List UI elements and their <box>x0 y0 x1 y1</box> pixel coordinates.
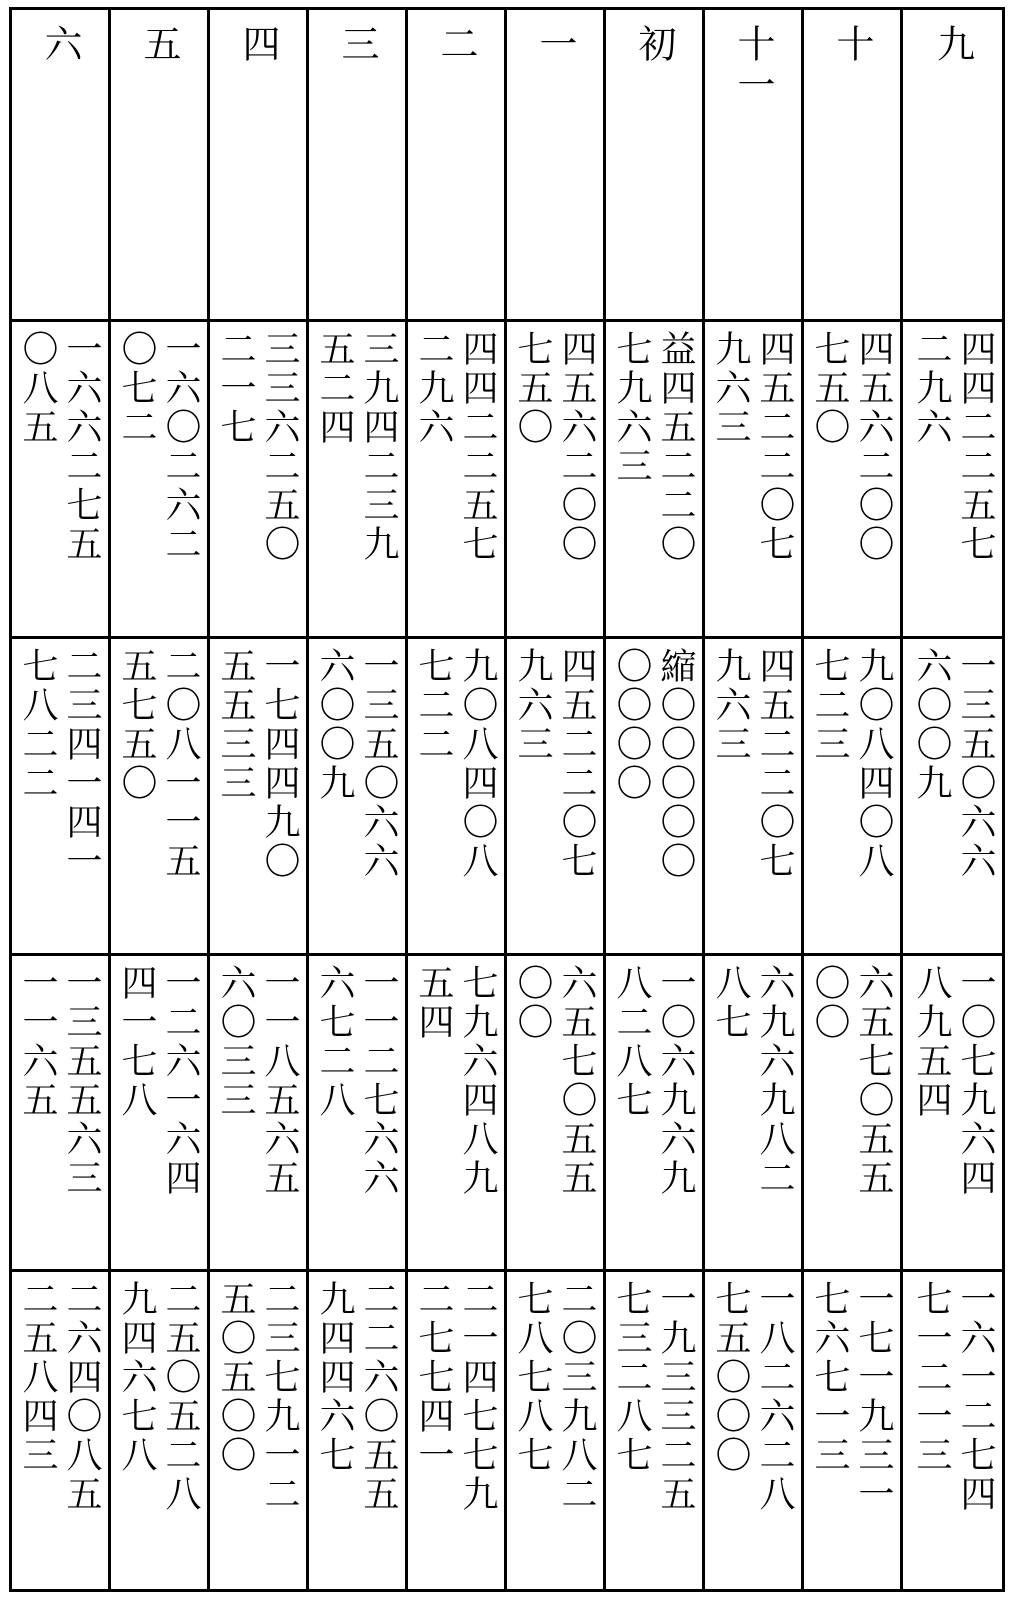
numeral-column: 四 <box>236 24 280 65</box>
table-cell <box>210 322 309 639</box>
table-cell <box>309 956 408 1273</box>
numeral-column: 三 <box>335 24 379 65</box>
table-cell <box>408 1272 507 1589</box>
numeral-column: 二〇三九八二 <box>556 1280 597 1515</box>
numeral-column: 七二三 <box>809 646 850 764</box>
numeral-column: 九六三 <box>710 330 751 447</box>
table-cell <box>705 956 804 1273</box>
numeral-column: 六五七〇五五 <box>853 963 894 1198</box>
numeral-column: 一六〇二六二 <box>160 330 201 564</box>
numeral-column: 八七 <box>710 963 751 1042</box>
table-cell <box>507 1272 606 1589</box>
table-cell <box>111 956 210 1273</box>
numeral-column: 九〇八四〇八 <box>853 646 894 881</box>
numeral-column: 七五〇 <box>512 330 553 447</box>
numeral-column: 縮〇〇〇〇〇 <box>655 646 696 881</box>
table-cell <box>408 956 507 1273</box>
numeral-column: 五 <box>137 24 181 65</box>
table-cell <box>903 956 1002 1273</box>
header-cell <box>507 10 606 322</box>
numeral-column: 五四 <box>413 963 454 1042</box>
table-cell <box>903 322 1002 639</box>
numeral-column: 九〇八四〇八 <box>457 646 498 881</box>
numeral-column: 二三四一四一 <box>61 646 102 881</box>
numeral-column: 四五二二〇七 <box>556 646 597 881</box>
numeral-column: 六 <box>38 24 82 65</box>
table-cell <box>408 639 507 956</box>
table-cell <box>606 956 705 1273</box>
table-cell <box>309 639 408 956</box>
numeral-column: 〇〇〇〇 <box>611 646 652 803</box>
table-cell <box>12 956 111 1273</box>
numeral-column: 八九五四 <box>911 963 952 1120</box>
numeral-column: 一三五〇六六 <box>358 646 399 881</box>
numeral-column: 一〇七九六四 <box>955 963 996 1198</box>
header-cell <box>111 10 210 322</box>
ephemeris-table <box>9 7 1005 1592</box>
numeral-column: 一七四四九〇 <box>259 646 300 881</box>
numeral-column: 九六三 <box>710 646 751 764</box>
table-cell <box>309 322 408 639</box>
numeral-column: 七八七八七 <box>512 1280 553 1476</box>
table-cell <box>903 639 1002 956</box>
numeral-column: 四四二二五七 <box>955 330 996 564</box>
numeral-column: 七八二二 <box>17 646 58 803</box>
table-cell <box>210 1272 309 1589</box>
table-cell <box>606 639 705 956</box>
numeral-column: 一一八五六五 <box>259 963 300 1198</box>
numeral-column: 一六六二七五 <box>61 330 102 564</box>
numeral-column: 六九六九八二 <box>754 963 795 1198</box>
numeral-column: 四五六二〇〇 <box>556 330 597 564</box>
numeral-column: 四四二二五七 <box>457 330 498 564</box>
table-cell <box>903 1272 1002 1589</box>
numeral-column: 四五二二〇七 <box>754 646 795 881</box>
header-cell <box>210 10 309 322</box>
numeral-column: 一一二七六六 <box>358 963 399 1198</box>
numeral-column: 三九四二三九 <box>358 330 399 564</box>
numeral-column: 〇七二 <box>116 330 157 447</box>
table-cell <box>309 1272 408 1589</box>
numeral-column: 四五六二〇〇 <box>853 330 894 564</box>
numeral-column: 八二八七 <box>611 963 652 1120</box>
numeral-column: 二一七 <box>215 330 256 447</box>
numeral-column: 一七一九三一 <box>853 1280 894 1515</box>
numeral-column: 益四五二二〇 <box>655 330 696 564</box>
header-cell <box>804 10 903 322</box>
table-cell <box>12 322 111 639</box>
numeral-column: 十一 <box>731 24 775 106</box>
numeral-column: 九 <box>930 24 975 65</box>
table-cell <box>705 1272 804 1589</box>
numeral-column: 九四四六七 <box>314 1280 355 1476</box>
numeral-column: 七五〇 <box>809 330 850 447</box>
table-cell <box>408 322 507 639</box>
table-cell <box>804 639 903 956</box>
numeral-column: 一〇六九六九 <box>655 963 696 1198</box>
numeral-column: 七九六四八九 <box>457 963 498 1198</box>
numeral-column: 二一四七七九 <box>457 1280 498 1515</box>
table-cell <box>111 1272 210 1589</box>
numeral-column: 〇〇 <box>512 963 553 1042</box>
numeral-column: 二九六 <box>413 330 454 447</box>
numeral-column: 六〇三三 <box>215 963 256 1120</box>
numeral-column: 六〇〇九 <box>314 646 355 803</box>
numeral-column: 七三二八七 <box>611 1280 652 1476</box>
numeral-column: 二 <box>434 24 478 65</box>
numeral-column: 七五〇〇〇 <box>710 1280 751 1476</box>
header-cell <box>903 10 1002 322</box>
header-cell <box>606 10 705 322</box>
numeral-column: 九六三 <box>512 646 553 764</box>
numeral-column: 二五〇五二八 <box>160 1280 201 1515</box>
numeral-column: 七一二一三 <box>911 1280 952 1476</box>
numeral-column: 二五八四三 <box>17 1280 58 1476</box>
table-cell <box>12 1272 111 1589</box>
numeral-column: 〇八五 <box>17 330 58 447</box>
numeral-column: 一六一二七四 <box>955 1280 996 1515</box>
numeral-column: 四五二二〇七 <box>754 330 795 564</box>
table-cell <box>507 322 606 639</box>
header-cell <box>705 10 804 322</box>
numeral-column: 二三七九一二 <box>259 1280 300 1515</box>
numeral-column: 三三六二五〇 <box>259 330 300 564</box>
numeral-column: 六五七〇五五 <box>556 963 597 1198</box>
header-cell <box>309 10 408 322</box>
numeral-column: 二九六 <box>911 330 952 447</box>
numeral-column: 一八二六二八 <box>754 1280 795 1515</box>
table-cell <box>705 322 804 639</box>
numeral-column: 一三五五六三 <box>61 963 102 1198</box>
numeral-column: 二七七四一 <box>413 1280 454 1476</box>
table-cell <box>804 1272 903 1589</box>
numeral-column: 五〇五〇〇 <box>215 1280 256 1476</box>
numeral-column: 初 <box>632 24 676 65</box>
table-cell <box>210 639 309 956</box>
table-cell <box>606 322 705 639</box>
table-cell <box>111 322 210 639</box>
table-cell <box>705 639 804 956</box>
numeral-column: 一二六一六四 <box>160 963 201 1198</box>
numeral-column: 二二六〇五五 <box>358 1280 399 1515</box>
table-cell <box>507 956 606 1273</box>
numeral-column: 七九六三 <box>611 330 652 486</box>
numeral-column: 十 <box>830 24 874 65</box>
numeral-column: 六七二八 <box>314 963 355 1120</box>
table-cell <box>111 639 210 956</box>
numeral-column: 四一七八 <box>116 963 157 1120</box>
numeral-column: 七六七一三 <box>809 1280 850 1476</box>
table-cell <box>507 639 606 956</box>
numeral-column: 一三五〇六六 <box>955 646 996 881</box>
table-cell <box>210 956 309 1273</box>
table-cell <box>606 1272 705 1589</box>
numeral-column: 五五三三 <box>215 646 256 803</box>
numeral-column: 一 <box>533 24 577 65</box>
numeral-column: 六〇〇九 <box>911 646 952 803</box>
header-cell <box>408 10 507 322</box>
numeral-column: 九四六七八 <box>116 1280 157 1476</box>
table-cell <box>12 639 111 956</box>
numeral-column: 二六四〇八五 <box>61 1280 102 1515</box>
numeral-column: 二〇八一一五 <box>160 646 201 881</box>
numeral-column: 七二二 <box>413 646 454 764</box>
numeral-column: 〇〇 <box>809 963 850 1042</box>
numeral-column: 一九三三二五 <box>655 1280 696 1515</box>
table-cell <box>804 956 903 1273</box>
table-cell <box>804 322 903 639</box>
header-cell <box>12 10 111 322</box>
numeral-column: 一一六五 <box>17 963 58 1120</box>
numeral-column: 五七五〇 <box>116 646 157 803</box>
numeral-column: 五二四 <box>314 330 355 447</box>
